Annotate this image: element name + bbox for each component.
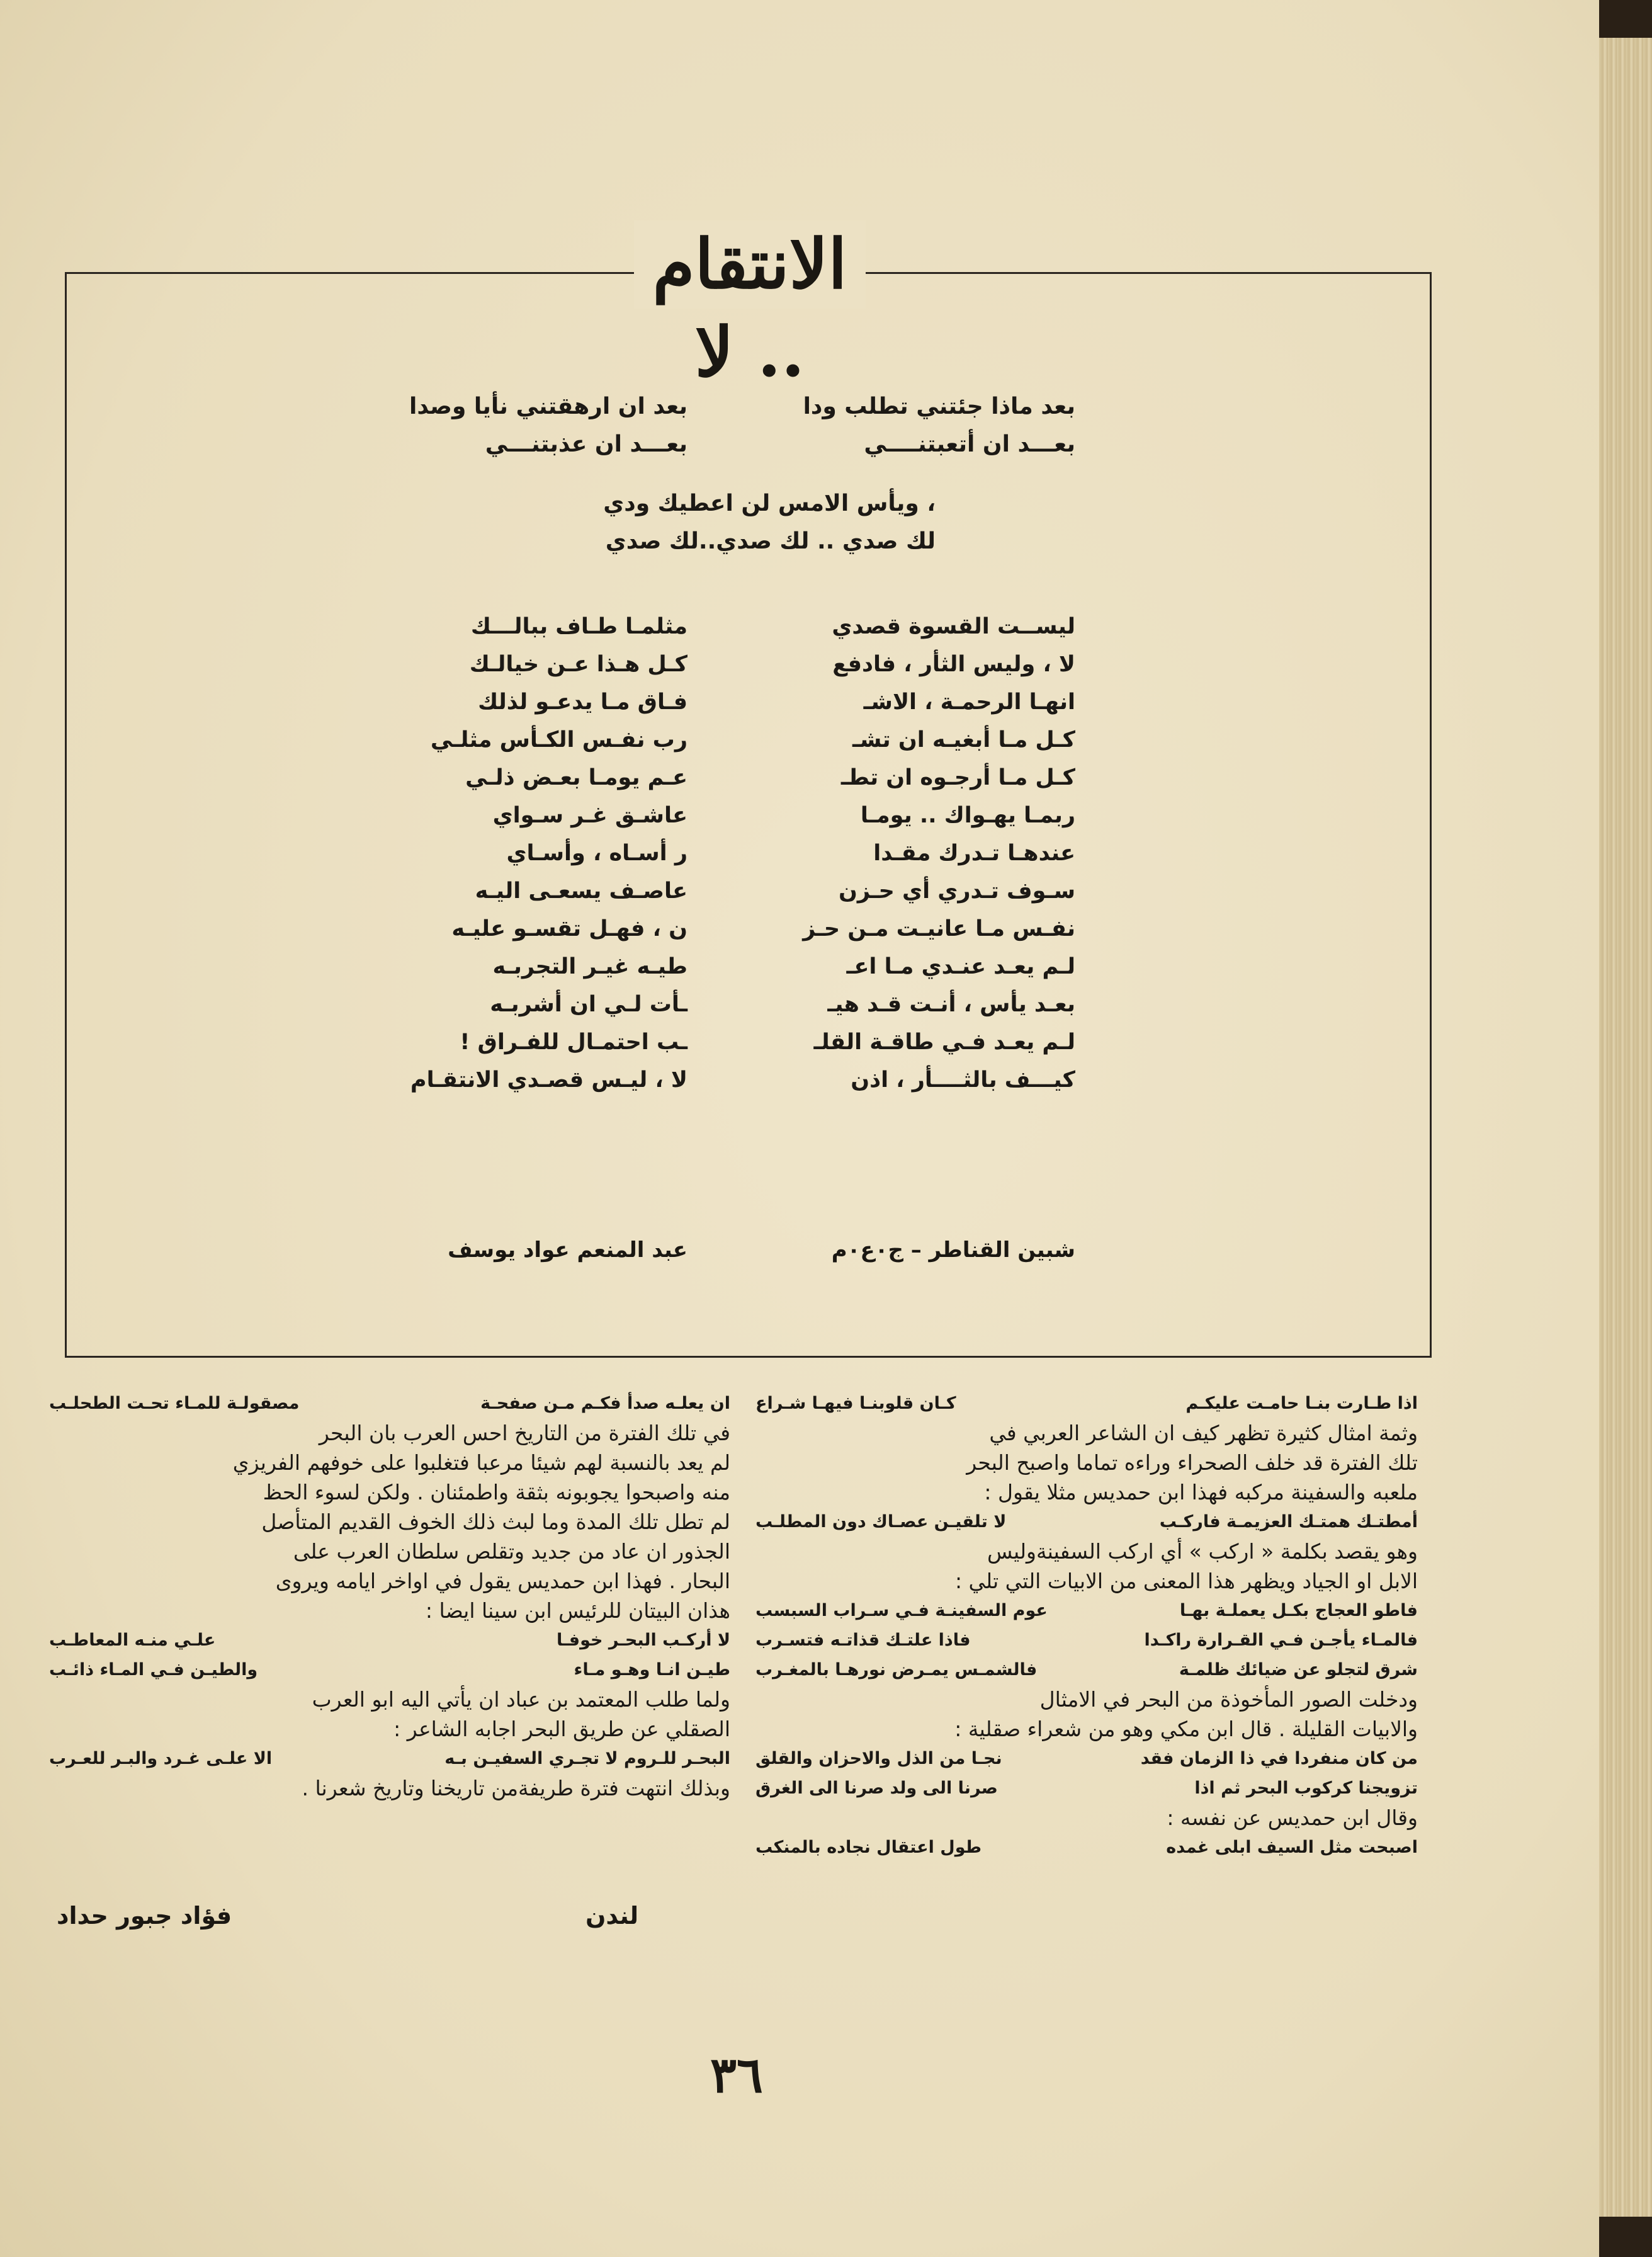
text-line: ولما طلب المعتمد بن عباد ان يأتي اليه ابو العرب	[312, 1687, 730, 1712]
poem-line: عندهـا تـدرك مقـدا	[873, 841, 1075, 866]
poem-opening-right	[803, 388, 1075, 463]
poem-line: بعـــد ان عذبتنـــي	[485, 431, 687, 457]
verse-line: فاطو العجاج بكـل يعملـة بهـا عوم السفينـة فـي سـراب السبسب	[755, 1601, 1418, 1620]
poem-line: ر أسـاه ، وأسـاي	[506, 841, 687, 866]
poem-line: سـوف تـدري أي حـزن	[839, 878, 1075, 904]
poem-stanza-right	[803, 608, 1075, 1099]
text-line: والابيات القليلة . قال ابن مكي وهو من شعراء صقلية :	[954, 1717, 1418, 1741]
text-line: وهو يقصد بكلمة « اركب » أي اركب السفينةوليس	[987, 1539, 1418, 1564]
verse-line: أمطتـك همتـك العزيمـة فاركـب لا تلقيـن عصـاك دون المطلـب	[755, 1512, 1418, 1532]
poem-line: رب نفـس الكـأس مثلـي	[430, 727, 687, 753]
text-line: وبذلك انتهت فترة طريفةمن تاريخنا وتاريخ شعرنا .	[302, 1776, 730, 1800]
poem-line: لـم يعـد فـي طاقـة القلـ	[813, 1030, 1075, 1055]
poem-line: ـأت لـي ان أشربـه	[490, 992, 687, 1017]
text-line: لم يعد بالنسبة لهم شيئا مرعبا فتغلبوا على خوفهم الفريزي	[232, 1450, 730, 1475]
poem-line: بعـد يأس ، أنـت قـد هيـ	[827, 992, 1075, 1017]
verse-line: اصبحت مثل السيف ابلى غمده طول اعتقال نجاده بالمنكب	[755, 1838, 1418, 1857]
article-right-column	[755, 1389, 1418, 1862]
verse-line: طيـن انـا وهـو مـاء والطيـن فـي المـاء ذائـب	[49, 1660, 730, 1680]
poem-line: لا ، وليس الثأر ، فادفع	[832, 652, 1075, 677]
text-line: وثمة امثال كثيرة تظهر كيف ان الشاعر العربي في	[989, 1421, 1418, 1445]
verse-line: من كان منفردا في ذا الزمان فقد نجـا من الذل والاحزان والقلق	[755, 1749, 1418, 1768]
poem-line: بعد ماذا جئتني تطلب ودا	[803, 394, 1075, 419]
article-left-column	[49, 1389, 730, 1803]
poem-line: بعد ان ارهقتني نأيا وصدا	[409, 394, 687, 419]
poem-line: كـل هـذا عـن خيالـك	[469, 652, 687, 677]
poem-line: لا ، ليـس قصـدي الانتقـام	[410, 1067, 687, 1093]
poem-place: شبين القناطر – ج٠ع٠م	[831, 1237, 1075, 1263]
text-line: لم تطل تلك المدة وما لبث ذلك الخوف القديم المتأصل	[261, 1509, 730, 1534]
poem-line: طيـه غيـر التجربـه	[492, 954, 687, 979]
poem-line: عاشـق غـر سـواي	[492, 803, 687, 828]
poem-line: ن ، فهـل تقسـو عليـه	[451, 916, 687, 941]
poem-line: فـاق مـا يدعـو لذلك	[478, 690, 687, 715]
poem-line: ، ويأس الامس لن اعطيك ودي	[603, 491, 936, 516]
verse-line: لا أركـب البحـر خوفـا علـي منـه المعاطـب	[49, 1630, 730, 1650]
text-line: الابل او الجياد ويظهر هذا المعنى من الابيات التي تلي :	[954, 1569, 1418, 1593]
text-line: الصقلي عن طريق البحر اجابه الشاعر :	[393, 1717, 730, 1741]
poem-line: ليســت القسوة قصدي	[832, 614, 1075, 639]
poem-line: عاصـف يسعـى اليـه	[475, 878, 687, 904]
text-line: وقال ابن حمديس عن نفسه :	[1167, 1805, 1418, 1830]
poem-line: كـل مـا أرجـوه ان تطـ	[840, 765, 1075, 790]
poem-line: مثلمـا طـاف ببالـــك	[470, 614, 687, 639]
text-line: ودخلت الصور المأخوذة من البحر في الامثال	[1039, 1687, 1418, 1712]
poem-author: عبد المنعم عواد يوسف	[448, 1237, 687, 1263]
poem-frame	[65, 272, 1432, 1358]
article-place: لندن	[586, 1902, 639, 1930]
verse-line: اذا طـارت بنـا حامـت عليكـم كـان قلوبنـا فيهـا شـراع	[755, 1394, 1418, 1413]
page-title: الانتقام .. لا	[634, 220, 866, 309]
poem-line: بعـــد ان أتعبتنــــي	[864, 431, 1075, 457]
page-number: ٣٦	[710, 2047, 763, 2104]
text-line: في تلك الفترة من التاريخ احس العرب بان البحر	[319, 1421, 730, 1445]
verse-line: تزويجنا كركوب البحر ثم اذا صرنا الى ولد صرنا الى الغرق	[755, 1778, 1418, 1798]
text-line: الجذور ان عاد من جديد وتقلص سلطان العرب على	[293, 1539, 730, 1564]
poem-line: عـم يومـا بعـض ذلـي	[465, 765, 687, 790]
poem-line: كيـــف بالثــــأر ، اذن	[851, 1067, 1075, 1093]
article-author: فؤاد جبور حداد	[57, 1902, 232, 1930]
verse-line: شرق لتجلو عن ضيائك ظلمـة فالشمـس يمـرض نورهـا بالمغـرب	[755, 1660, 1418, 1680]
poem-line: لـم يعـد عنـدي مـا اعـ	[846, 954, 1075, 979]
text-line: هذان البيتان للرئيس ابن سينا ايضا :	[425, 1598, 730, 1623]
text-line: ملعبه والسفينة مركبه فهذا ابن حمديس مثلا يقول :	[984, 1480, 1418, 1504]
poem-opening-left	[409, 388, 687, 463]
page-edge	[1599, 38, 1652, 2217]
text-line: منه واصبحوا يجوبونه بثقة واطمئنان . ولكن لسوء الحظ	[263, 1480, 730, 1504]
poem-line: ربمـا يهـواك .. يومـا	[860, 803, 1075, 828]
verse-line: البحـر للـروم لا تجـري السفيـن بـه الا علـى غـرد والبـر للعـرب	[49, 1749, 730, 1768]
poem-line: كـل مـا أبغيـه ان تشـ	[852, 727, 1075, 753]
poem-line: انهـا الرحمـة ، الاشـ	[863, 690, 1075, 715]
poem-line: لك صدي .. لك صدي..لك صدي	[605, 528, 936, 554]
poem-stanza-left	[410, 608, 687, 1099]
text-line: تلك الفترة قد خلف الصحراء وراءه تماما واصبح البحر	[966, 1450, 1418, 1475]
verse-line: ان يعلـه صدأ فكـم مـن صفحـة مصقولـة للمـاء تحـت الطحلـب	[49, 1394, 730, 1413]
poem-center-lines	[603, 485, 936, 560]
poem-line: ـب احتمـال للفـراق !	[460, 1030, 687, 1055]
poem-line: نفـس مـا عانيـت مـن حـز	[803, 916, 1075, 941]
text-line: البحار . فهذا ابن حمديس يقول في اواخر ايامه ويروى	[275, 1569, 730, 1593]
verse-line: فالمـاء يأجـن فـي القـرارة راكـدا فاذا علتـك قذاتـه فتسـرب	[755, 1630, 1418, 1650]
